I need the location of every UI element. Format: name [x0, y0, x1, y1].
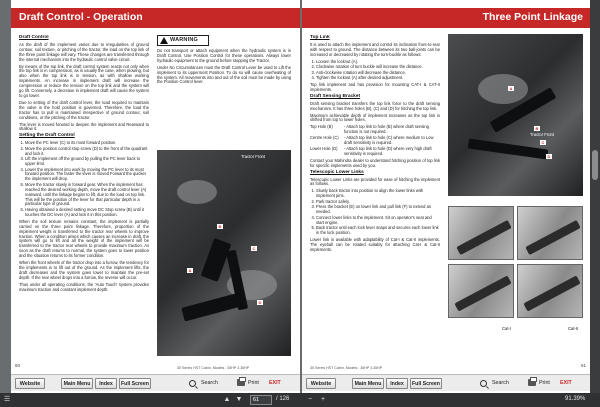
paragraph: Thus under all operating conditions, the 'Auto Touch' system provides maximum traction and constant implement depth. [19, 281, 149, 292]
section-heading: Setting the Draft Control [19, 133, 75, 139]
hole-desc: - Attach top link to hole (B) where draft sensing function is not required. [344, 124, 429, 135]
warning-label: WARNING [170, 37, 198, 44]
warning-icon [160, 37, 168, 44]
hole-name: Lower Hole (D) [310, 146, 338, 151]
zoom-in-icon[interactable]: + [320, 396, 326, 403]
list-item: 3. Press the bracket (E) on lower link and pull link (F) to extend as needed. [316, 205, 440, 215]
right-page [302, 0, 591, 393]
paragraph: As the draft of the implement varies due to irregularities of ground contour, soil texture, or pitching of the tractor, the load on the top link of the three point linkage will vary. These changes are transferred through the internal mechanism into the hydraulic control valve circuit. [19, 41, 149, 62]
left-col1 [19, 35, 149, 363]
print-icon[interactable] [528, 379, 536, 386]
paragraph: Contact your Mahindra dealer to understand hitching position of top link for specific implements used by you. [310, 157, 440, 168]
next-page-icon[interactable]: ▼ [235, 396, 243, 403]
list-item: 5. Move the tractor slowly in forward gear. When the implement has reached the desired working depth, move the draft control lever (A) rearward, until the linkage begins to lift, due to the load on top link. This will be the position of the lever for that particular depth in a particular type of ground. [25, 183, 149, 208]
paragraph: It is used to attach the implement and control its inclination front-to-rear with respect to ground. The distance between its two ball-joints can be increased or decreased by rotating the turn-buckle as follows: [310, 41, 440, 57]
lower-link-photo-2 [517, 206, 583, 260]
search-label[interactable]: Search [201, 380, 218, 386]
print-label[interactable]: Print [248, 380, 259, 386]
list-item: 4. Connect lower links to the implement. Sit on operator's seat and start engine. [316, 216, 440, 226]
main-menu-button[interactable]: Main Menu [61, 378, 93, 389]
exit-button[interactable]: EXIT [560, 380, 572, 386]
paragraph: Telescopic Lower Links are provided for ease of hitching the implement as follows. [310, 176, 440, 187]
paragraph: Due to setting of the draft control lever, the load required to maintain the valve in the hold position is governed. Therefore, the load the tractor has to pull is maintained irrespective of ground contour, soil conditions, or the pitching of the tractor. [19, 99, 149, 120]
viewer-status-bar [0, 393, 600, 407]
section-heading: Top Link [310, 35, 330, 40]
section-heading: Draft Sensing Bracket [310, 93, 361, 99]
list-item: 4. Lower the implement into work by moving the PC lever to its most forward position. The faster the lever is moved Forward the quicker the implement will drop. [25, 168, 149, 183]
right-page-header [302, 8, 591, 28]
hole-row [310, 125, 440, 135]
left-page-header [11, 8, 300, 28]
list-item: 2. Park tractor safely. [316, 200, 440, 205]
right-footer-toolbar [302, 374, 591, 391]
steps-list [310, 60, 440, 81]
hole-name: Centre Hole (C) [310, 135, 339, 141]
paragraph: Lower link is available with adaptability of Cat-I & Cat-II implements. The eyeball can be rotated suitably for attaching Cat-I & Cat-II implements. [310, 236, 440, 252]
hole-row [310, 136, 440, 146]
list-item: 2. Clockwise rotation of turn buckle will increase the distance. [316, 65, 440, 70]
paragraph: Do not transport or attach equipment when the hydraulic system is in Draft Control. Use Position Control for these operations. Always lower hydraulic equipment to the ground before stopping the Tractor. [157, 48, 291, 63]
hole-desc: - Attach top link to hole (C) where medium to Low draft sensitivity is required. [344, 135, 434, 146]
scrollbar-thumb[interactable] [592, 150, 598, 180]
full-screen-button[interactable]: Full Screen [410, 378, 442, 389]
model-text: 35 Series HST Cabin, Models : 35HP 3.35HP [177, 366, 250, 370]
paragraph: Draft sensing bracket transfers the top link force to the draft sensing mechanism. It has three holes (B), (C) and (D) for hitching the top link. [310, 100, 440, 111]
hole-name: Top Hole (B) [310, 124, 333, 130]
paragraph: When the front wheels of the tractor drop into a furrow, the tendency for the implements is to lift out of the ground. As the implement lifts, the draft decreases and the system goes lower to maintain the pre-set depth. If the rear wheel drops into a furrow, the reverse will occur. [19, 260, 149, 280]
search-icon[interactable] [480, 380, 487, 387]
left-page-title: Draft Control - Operation [19, 11, 143, 23]
index-button[interactable]: Index [386, 378, 408, 389]
paragraph: Top link implement and has provision for mounting CAT-I & CAT-II implements. [310, 82, 440, 92]
steps-list [310, 189, 440, 236]
cat-i-label: Cat-I [502, 326, 512, 331]
draft-control-levers-photo: A B C D [157, 150, 291, 356]
list-item: 3. Lift the implement off the ground by pulling the PC lever back to upper limit. [25, 157, 149, 167]
list-item: 2. Move the position control stop screw (D) to the front of the quadrant and lock it. [25, 147, 149, 157]
zoom-level[interactable]: 91.39% [565, 396, 586, 402]
page-number-input[interactable]: 61 [250, 395, 272, 405]
warning-box [157, 35, 209, 46]
right-col1 [310, 35, 440, 363]
paragraph: By means of the top link, the draft control system reacts not only when the top link is in compression, as is usually the case, when plowing, but also when the top link is in tension, as with shallow working implements. An increase in implement draft will increase the compression or reduce the tension on the top link and the system will go lift. Conversely, a decrease in implement draft will cause the system to go lower. [19, 63, 149, 98]
right-page-title: Three Point Linkage [482, 11, 583, 23]
lower-link-photo-1 [448, 206, 514, 260]
page-total: / 126 [276, 396, 290, 402]
steps-list [19, 141, 149, 218]
model-text: 35 Series HST Cabin, Models : 35HP 3.35HP [310, 366, 383, 370]
cat-ii-label: Cat-II [568, 326, 579, 331]
main-menu-button[interactable]: Main Menu [352, 378, 384, 389]
print-label[interactable]: Print [539, 380, 550, 386]
hole-desc: - Attach top link to hole (D) where very high draft sensitivity is required. [344, 146, 432, 156]
left-page [11, 0, 300, 393]
hole-row [310, 147, 440, 157]
lower-link-photo-3 [448, 264, 514, 318]
list-item: 1. Loosen the locknut (A). [316, 60, 440, 65]
section-heading: Telescopic Lower Links [310, 169, 364, 175]
lower-link-photo-4 [517, 264, 583, 318]
print-icon[interactable] [237, 379, 245, 386]
left-col2 [157, 35, 291, 135]
vertical-scrollbar[interactable] [590, 0, 600, 393]
search-icon[interactable] [189, 380, 196, 387]
search-label[interactable]: Search [492, 380, 509, 386]
photo-caption: Tractor Front [530, 132, 555, 137]
website-button[interactable]: Website [306, 378, 336, 389]
exit-button[interactable]: EXIT [269, 380, 281, 386]
paragraph: The lever is moved forward to deepen the implement and Rearward to shallow it. [19, 121, 149, 132]
paragraph: Under No Circumstances must the Draft Control Lever be used to Lift the implement to its uppermost Position. To do so will cause overheating of the system. All movements into and out of the soil must be made by using the Position Control lever. [157, 64, 291, 85]
sidebar-toggle-icon[interactable]: ☰ [3, 396, 11, 403]
paragraph: Maximum achievable depth of implement increases as the top link is shifted from top to lower holes. [310, 112, 440, 123]
list-item: 5. Back tractor until each lock lever snaps and secures each lower link in the lock position. [316, 226, 440, 236]
list-item: 4. Tighten the locknut (A) after desired adjustment. [316, 76, 440, 81]
photo-caption: Tractor Front [241, 154, 266, 159]
paragraph: When the soil texture remains constant, the implement is partially carried on the three point linkage. Therefore, proportion of the implement weight is transferred to the tractor rear wheels to improve traction. When a condition arises which causes an increase in draft, the system will go to lift and all the weight of the implement will be transferred to the tractor rear wheels to provide maximum traction. As soon as the draft returns to normal, the system goes to lower position and the situation returns to its former condition. [19, 218, 149, 259]
list-item: 3. Anti-clockwise rotation will decrease the distance. [316, 71, 440, 76]
left-footer-toolbar [11, 374, 300, 391]
page-number: 60 [15, 363, 21, 368]
list-item: 6. Having obtained a desired setting move DC Stop screw (B) until it touches the DC lever (A) and lock it in this position. [25, 208, 149, 218]
previous-page-icon[interactable]: ▲ [223, 396, 231, 403]
full-screen-button[interactable]: Full Screen [119, 378, 151, 389]
index-button[interactable]: Index [95, 378, 117, 389]
top-link-photo: A B C D [448, 34, 583, 196]
section-heading: Draft Control [19, 35, 49, 40]
page-number: 61 [581, 363, 587, 368]
zoom-out-icon[interactable]: − [307, 396, 313, 403]
list-item: 1. Slowly back tractor into position to align the lower links with implement pins. [316, 189, 440, 199]
list-item: 1. Move the PC lever (C) to its most forward position. [25, 141, 149, 146]
website-button[interactable]: Website [15, 378, 45, 389]
